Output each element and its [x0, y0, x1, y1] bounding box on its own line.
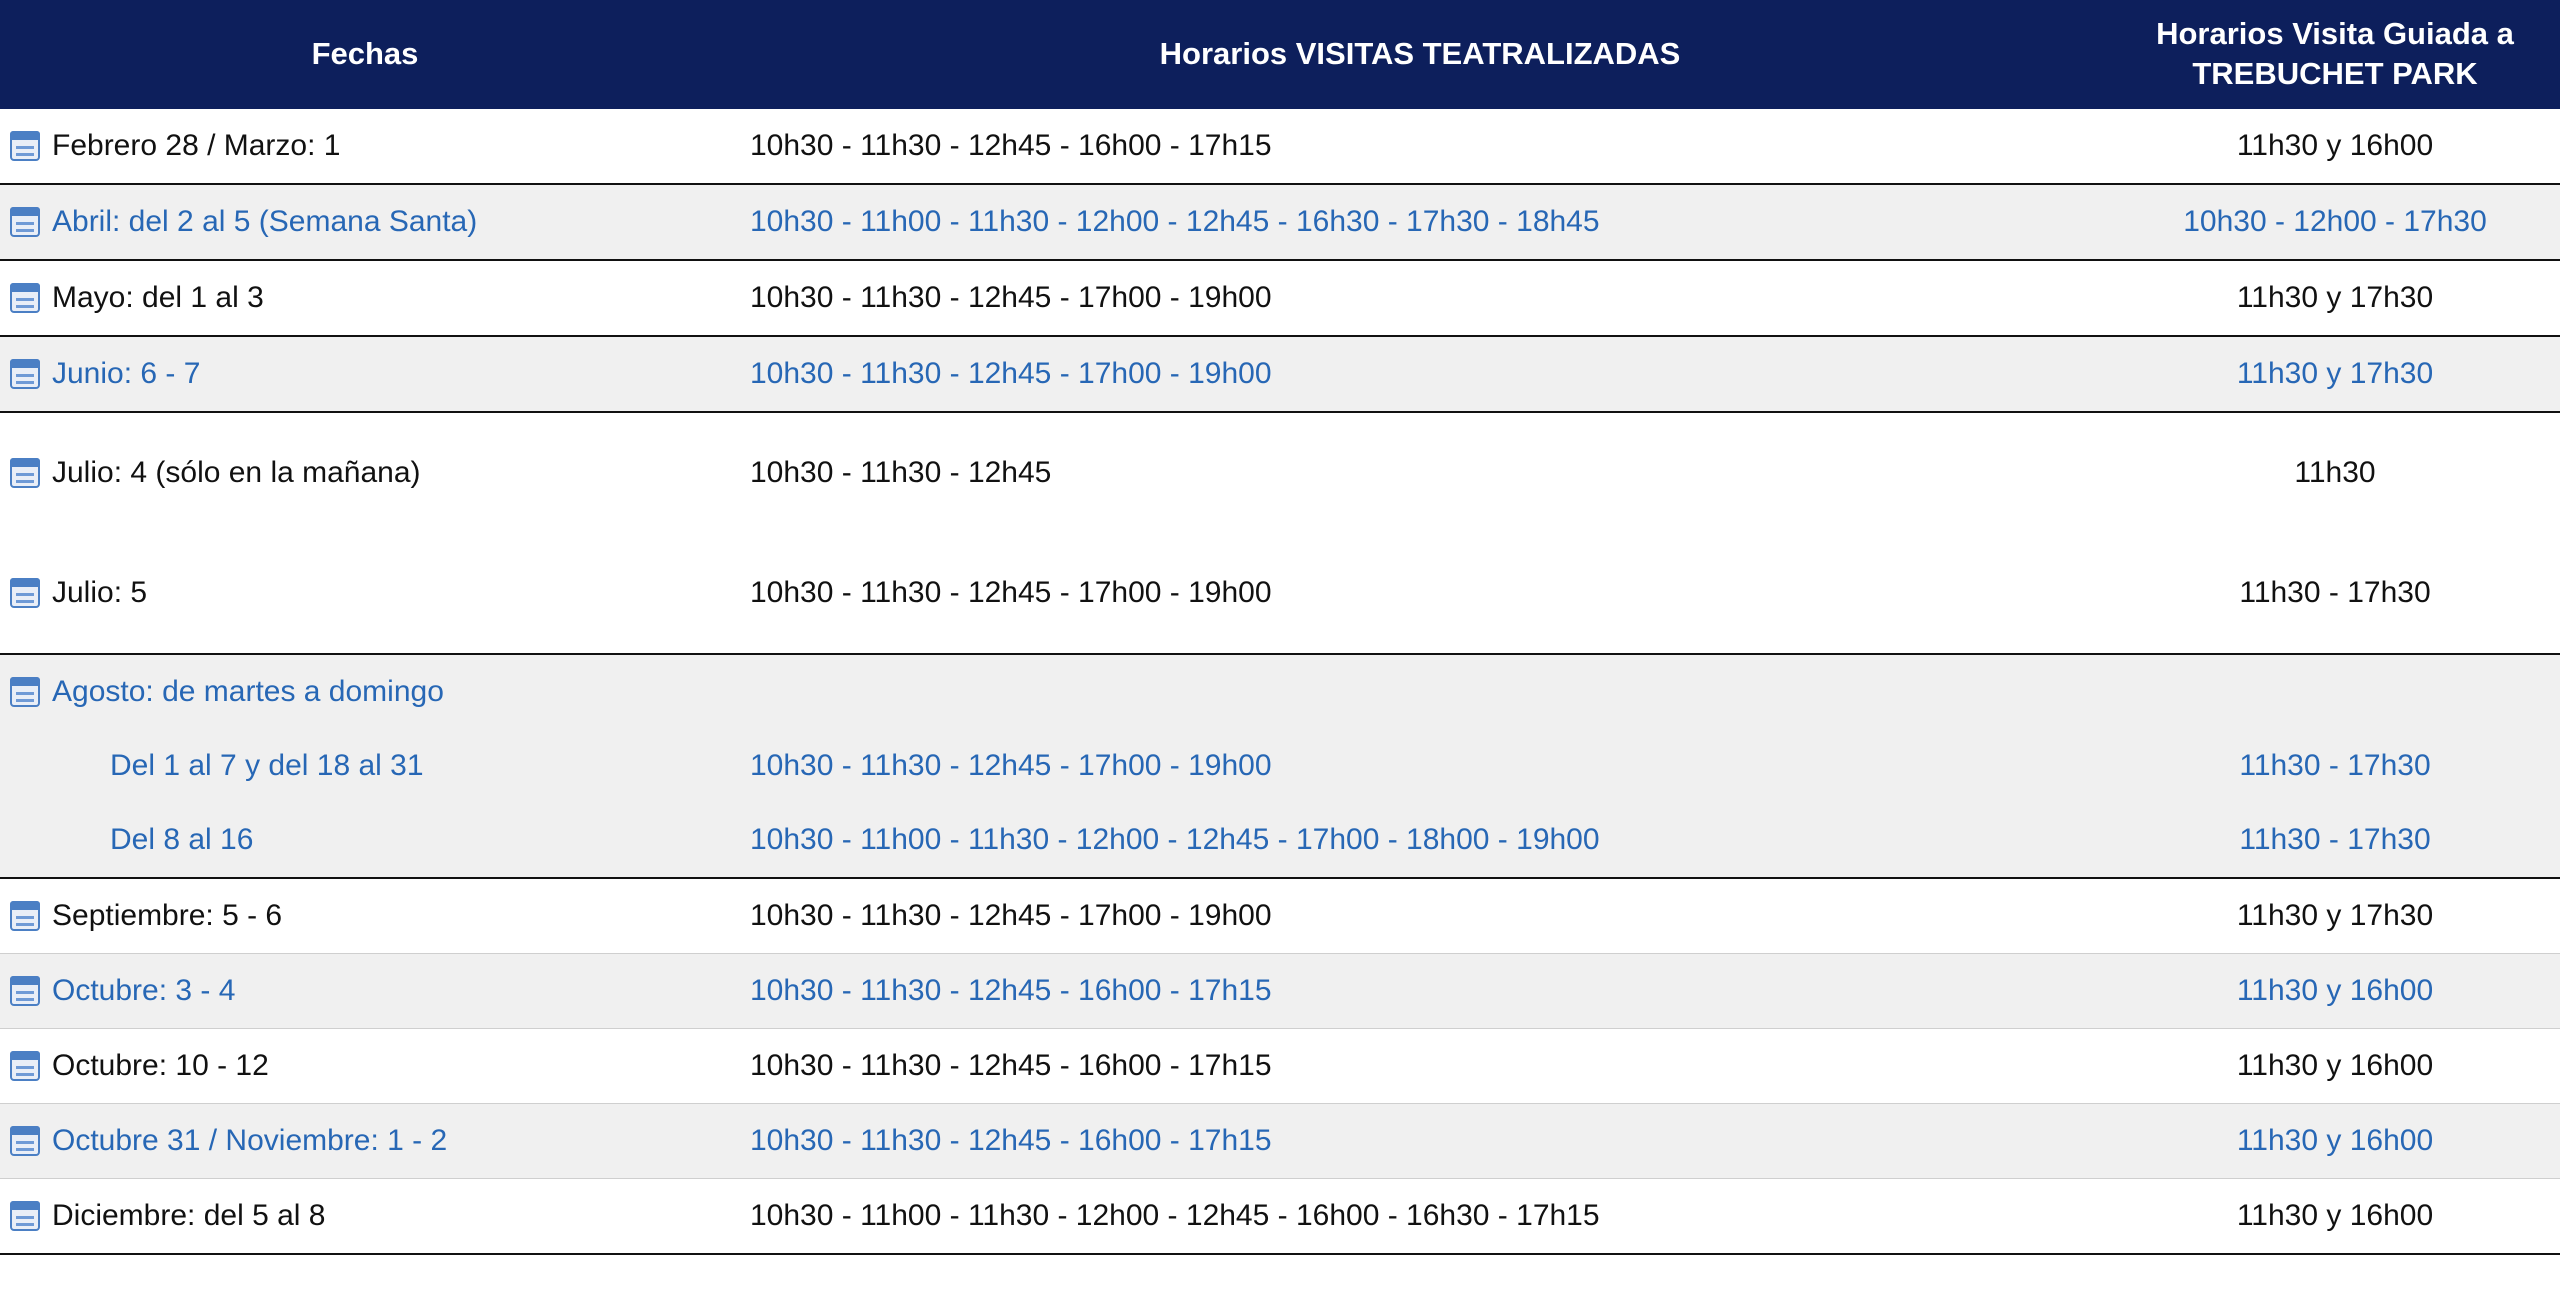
guided-times: 11h30 - 17h30 — [2239, 822, 2431, 856]
cell-dates — [0, 184, 730, 260]
table-row — [0, 336, 2560, 412]
cell-dates — [0, 654, 730, 878]
table-row — [0, 109, 2560, 184]
cell-dates — [0, 878, 730, 954]
cell-theatrical — [730, 109, 2110, 184]
dates-label: Agosto: de martes a domingo — [52, 674, 444, 708]
cell-guided — [2110, 260, 2560, 336]
cell-guided — [2110, 654, 2560, 878]
cell-guided — [2110, 412, 2560, 654]
table-row — [0, 1028, 2560, 1103]
dates-label: Febrero 28 / Marzo: 1 — [52, 128, 341, 162]
dates-label: Abril: del 2 al 5 (Semana Santa) — [52, 204, 478, 238]
cell-dates — [0, 1028, 730, 1103]
calendar-icon — [10, 359, 40, 389]
theatrical-times: 10h30 - 11h30 - 12h45 - 16h00 - 17h15 — [750, 973, 1272, 1007]
cell-theatrical — [730, 184, 2110, 260]
cell-dates — [0, 953, 730, 1028]
calendar-icon — [10, 901, 40, 931]
dates-label: Octubre: 3 - 4 — [52, 973, 236, 1007]
cell-guided — [2110, 1103, 2560, 1178]
dates-label: Octubre: 10 - 12 — [52, 1048, 269, 1082]
guided-times: 11h30 y 16h00 — [2236, 1048, 2434, 1082]
theatrical-times: 10h30 - 11h30 - 12h45 - 16h00 - 17h15 — [750, 1123, 1272, 1157]
cell-theatrical — [730, 336, 2110, 412]
calendar-icon — [10, 578, 40, 608]
cell-theatrical — [730, 654, 2110, 878]
guided-times: 11h30 y 16h00 — [2236, 128, 2434, 162]
dates-sublabel: Del 1 al 7 y del 18 al 31 — [110, 748, 424, 782]
cell-theatrical — [730, 1178, 2110, 1254]
dates-label: Junio: 6 - 7 — [52, 356, 201, 390]
theatrical-times: 10h30 - 11h30 - 12h45 - 17h00 - 19h00 — [750, 575, 1272, 609]
cell-dates — [0, 109, 730, 184]
dates-label: Diciembre: del 5 al 8 — [52, 1198, 326, 1232]
guided-times: 11h30 y 16h00 — [2236, 1198, 2434, 1232]
guided-times: 11h30 y 16h00 — [2236, 1123, 2434, 1157]
dates-label: Septiembre: 5 - 6 — [52, 898, 283, 932]
table-row — [0, 1178, 2560, 1254]
guided-times: 11h30 - 17h30 — [2239, 575, 2431, 609]
theatrical-times: 10h30 - 11h30 - 12h45 - 17h00 - 19h00 — [750, 280, 1272, 314]
cell-guided — [2110, 1178, 2560, 1254]
header-dates: Fechas — [0, 0, 730, 109]
cell-guided — [2110, 109, 2560, 184]
guided-times: 10h30 - 12h00 - 17h30 — [2183, 204, 2487, 238]
guided-times: 11h30 y 17h30 — [2236, 280, 2434, 314]
table-row — [0, 878, 2560, 954]
table-body — [0, 109, 2560, 1254]
header-row — [0, 0, 2560, 109]
calendar-icon — [10, 131, 40, 161]
header-guided-times: Horarios Visita Guiada a TREBUCHET PARK — [2110, 0, 2560, 109]
theatrical-times: 10h30 - 11h30 - 12h45 - 17h00 - 19h00 — [750, 898, 1272, 932]
theatrical-times: 10h30 - 11h00 - 11h30 - 12h00 - 12h45 - 16h00 - 16h30 - 17h15 — [750, 1198, 1600, 1232]
table-row — [0, 953, 2560, 1028]
calendar-icon — [10, 207, 40, 237]
table-row — [0, 184, 2560, 260]
calendar-icon — [10, 458, 40, 488]
table-row-group-julio — [0, 412, 2560, 654]
cell-theatrical — [730, 1103, 2110, 1178]
calendar-icon — [10, 1051, 40, 1081]
theatrical-times: 10h30 - 11h30 - 12h45 - 16h00 - 17h15 — [750, 1048, 1272, 1082]
theatrical-times: 10h30 - 11h00 - 11h30 - 12h00 - 12h45 - 16h30 - 17h30 - 18h45 — [750, 204, 1600, 238]
header-theatrical-times: Horarios VISITAS TEATRALIZADAS — [730, 0, 2110, 109]
calendar-icon — [10, 1126, 40, 1156]
calendar-icon — [10, 976, 40, 1006]
cell-theatrical — [730, 878, 2110, 954]
cell-theatrical — [730, 412, 2110, 654]
guided-times: 11h30 y 17h30 — [2236, 356, 2434, 390]
cell-dates — [0, 412, 730, 654]
cell-guided — [2110, 878, 2560, 954]
cell-theatrical — [730, 260, 2110, 336]
theatrical-times: 10h30 - 11h00 - 11h30 - 12h00 - 12h45 - 17h00 - 18h00 - 19h00 — [750, 822, 1600, 856]
table-row-group-agosto — [0, 654, 2560, 878]
theatrical-times: 10h30 - 11h30 - 12h45 - 17h00 - 19h00 — [750, 748, 1272, 782]
cell-guided — [2110, 1028, 2560, 1103]
calendar-icon — [10, 1201, 40, 1231]
table-row — [0, 1103, 2560, 1178]
guided-times: 11h30 - 17h30 — [2239, 748, 2431, 782]
cell-guided — [2110, 953, 2560, 1028]
dates-label: Julio: 5 — [52, 575, 148, 609]
dates-sublabel: Del 8 al 16 — [110, 822, 254, 856]
theatrical-times: 10h30 - 11h30 - 12h45 - 16h00 - 17h15 — [750, 128, 1272, 162]
cell-theatrical — [730, 1028, 2110, 1103]
cell-guided — [2110, 184, 2560, 260]
dates-label: Mayo: del 1 al 3 — [52, 280, 264, 314]
theatrical-times: 10h30 - 11h30 - 12h45 - 17h00 - 19h00 — [750, 356, 1272, 390]
cell-theatrical — [730, 953, 2110, 1028]
cell-dates — [0, 336, 730, 412]
cell-dates — [0, 260, 730, 336]
cell-dates — [0, 1103, 730, 1178]
dates-label: Julio: 4 (sólo en la mañana) — [52, 455, 421, 489]
dates-label: Octubre 31 / Noviembre: 1 - 2 — [52, 1123, 448, 1157]
calendar-icon — [10, 677, 40, 707]
table-row — [0, 260, 2560, 336]
calendar-icon — [10, 283, 40, 313]
guided-times: 11h30 — [2294, 455, 2376, 489]
guided-times: 11h30 y 16h00 — [2236, 973, 2434, 1007]
cell-guided — [2110, 336, 2560, 412]
table-header — [0, 0, 2560, 109]
theatrical-times: 10h30 - 11h30 - 12h45 — [750, 455, 1052, 489]
guided-times: 11h30 y 17h30 — [2236, 898, 2434, 932]
cell-dates — [0, 1178, 730, 1254]
